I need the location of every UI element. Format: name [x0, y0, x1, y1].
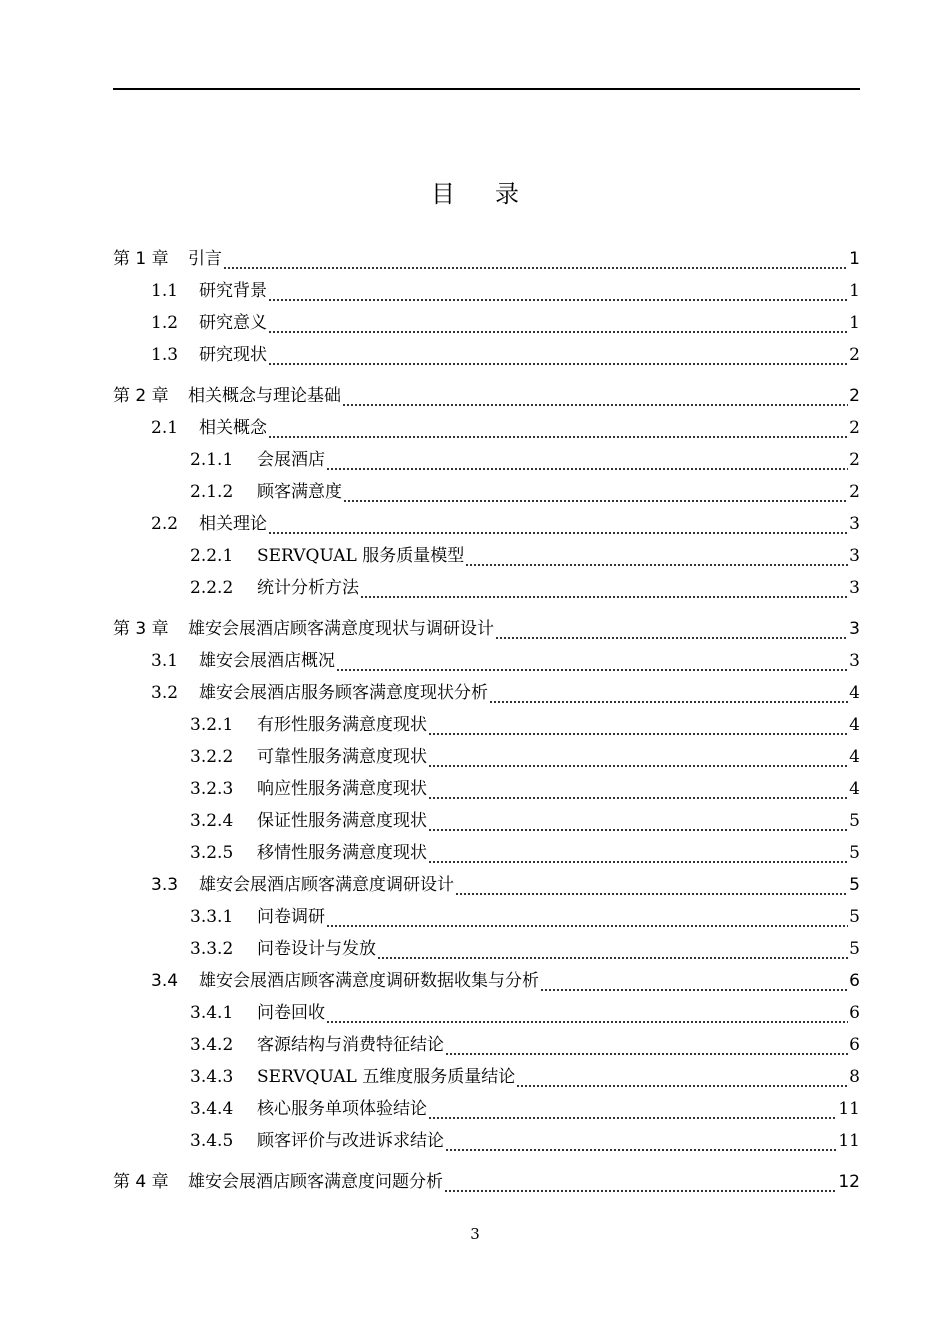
page-number: 3 [470, 1225, 480, 1243]
toc-entry-title: 响应性服务满意度现状 [257, 779, 427, 799]
toc-entry-page: 4 [849, 747, 860, 767]
toc-entry-title: 雄安会展酒店顾客满意度调研设计 [199, 875, 454, 895]
toc-entry-title: 研究背景 [199, 281, 267, 301]
toc-entry-page: 3 [849, 651, 860, 671]
toc-entry-title: 研究意义 [199, 313, 267, 333]
toc-entry-title: 统计分析方法 [257, 578, 359, 598]
toc-entry-number: 3.3.2 [190, 939, 234, 959]
toc-entry-page: 11 [838, 1099, 860, 1119]
toc-entry[interactable] [151, 511, 860, 537]
toc-entry-title: 核心服务单项体验结论 [257, 1099, 427, 1119]
toc-dot-leader [326, 453, 848, 473]
toc-entry[interactable] [113, 1169, 860, 1195]
toc-entry[interactable] [190, 712, 860, 738]
toc-dot-leader [343, 485, 848, 505]
toc-entry-page: 2 [849, 345, 860, 365]
toc-entry-page: 2 [849, 418, 860, 438]
toc-entry-title: 雄安会展酒店服务顾客满意度现状分析 [199, 683, 488, 703]
toc-dot-leader [336, 654, 848, 674]
toc-dot-leader [268, 284, 848, 304]
toc-entry[interactable] [190, 904, 860, 930]
toc-dot-leader [428, 782, 848, 802]
toc-entry-title: 雄安会展酒店顾客满意度调研数据收集与分析 [199, 971, 539, 991]
toc-dot-leader [489, 686, 848, 706]
toc-entry[interactable] [190, 808, 860, 834]
toc-dot-leader [223, 252, 848, 272]
toc-entry[interactable] [190, 744, 860, 770]
toc-entry-number: 3.2.3 [190, 779, 234, 799]
toc-dot-leader [268, 348, 848, 368]
toc-entry-page: 6 [849, 1035, 860, 1055]
toc-entry-title: 引言 [188, 249, 222, 269]
toc-entry-number: 2.1 [151, 418, 179, 438]
toc-entry-number: 1.2 [151, 313, 179, 333]
toc-entry[interactable] [190, 1000, 860, 1026]
toc-dot-leader [268, 421, 848, 441]
toc-entry-number: 3.2.4 [190, 811, 234, 831]
toc-entry-page: 11 [838, 1131, 860, 1151]
toc-entry[interactable] [113, 246, 860, 272]
toc-entry-number: 3.4 [151, 971, 179, 991]
toc-dot-leader [377, 942, 848, 962]
toc-entry-title: 保证性服务满意度现状 [257, 811, 427, 831]
toc-dot-leader [326, 910, 848, 930]
toc-entry-title: 研究现状 [199, 345, 267, 365]
toc-dot-leader [516, 1070, 848, 1090]
toc-entry[interactable] [151, 648, 860, 674]
toc-dot-leader [444, 1175, 837, 1195]
toc-entry-number: 1.3 [151, 345, 179, 365]
toc-entry[interactable] [190, 1096, 860, 1122]
toc-entry-title: 可靠性服务满意度现状 [257, 747, 427, 767]
toc-entry-number: 2.1.2 [190, 482, 234, 502]
toc-entry-title: 雄安会展酒店顾客满意度问题分析 [188, 1172, 443, 1192]
toc-entry[interactable] [190, 479, 860, 505]
toc-entry[interactable] [190, 575, 860, 601]
toc-entry[interactable] [113, 383, 860, 409]
toc-dot-leader [465, 549, 848, 569]
toc-entry[interactable] [151, 415, 860, 441]
toc-entry-page: 5 [849, 875, 860, 895]
toc-entry-page: 5 [849, 843, 860, 863]
toc-entry-number: 第 4 章 [113, 1172, 169, 1192]
toc-dot-leader [455, 878, 848, 898]
toc-entry-page: 6 [849, 971, 860, 991]
toc-title: 目录 [431, 180, 559, 208]
toc-entry-title: SERVQUAL 服务质量模型 [257, 546, 465, 566]
toc-dot-leader [540, 974, 848, 994]
toc-entry-number: 第 3 章 [113, 619, 169, 639]
toc-entry[interactable] [190, 840, 860, 866]
toc-entry-page: 1 [849, 281, 860, 301]
toc-entry-page: 3 [849, 578, 860, 598]
toc-entry-title: 问卷调研 [257, 907, 325, 927]
toc-dot-leader [428, 1102, 837, 1122]
header-rule [113, 88, 860, 90]
toc-entry-title: 会展酒店 [257, 450, 325, 470]
toc-dot-leader [428, 750, 848, 770]
toc-entry-title: 相关概念 [199, 418, 267, 438]
toc-entry[interactable] [190, 776, 860, 802]
toc-entry-number: 2.2.1 [190, 546, 234, 566]
toc-entry-number: 3.4.3 [190, 1067, 234, 1087]
toc-entry[interactable] [190, 1032, 860, 1058]
toc-entry-title: 相关理论 [199, 514, 267, 534]
toc-dot-leader [428, 718, 848, 738]
toc-entry-number: 3.4.5 [190, 1131, 234, 1151]
toc-entry-page: 12 [838, 1172, 860, 1192]
toc-entry-page: 2 [849, 386, 860, 406]
toc-entry-page: 2 [849, 482, 860, 502]
toc-dot-leader [360, 581, 848, 601]
toc-entry-page: 5 [849, 811, 860, 831]
toc-entry-title: 客源结构与消费特征结论 [257, 1035, 444, 1055]
toc-entry-page: 5 [849, 907, 860, 927]
toc-entry[interactable] [190, 543, 860, 569]
toc-entry[interactable] [190, 447, 860, 473]
toc-entry-number: 3.4.1 [190, 1003, 234, 1023]
toc-dot-leader [268, 517, 848, 537]
toc-entry-page: 2 [849, 450, 860, 470]
toc-entry-title: SERVQUAL 五维度服务质量结论 [257, 1067, 516, 1087]
toc-entry[interactable] [151, 310, 860, 336]
toc-entry-number: 第 2 章 [113, 386, 169, 406]
toc-entry-page: 4 [849, 715, 860, 735]
toc-entry-title: 雄安会展酒店概况 [199, 651, 335, 671]
toc-entry-page: 4 [849, 779, 860, 799]
toc-entry[interactable] [190, 1128, 860, 1154]
toc-entry[interactable] [190, 936, 860, 962]
toc-entry-page: 4 [849, 683, 860, 703]
toc-entry[interactable] [151, 278, 860, 304]
toc-entry-number: 2.2 [151, 514, 179, 534]
toc-entry-title: 有形性服务满意度现状 [257, 715, 427, 735]
toc-entry-title: 顾客满意度 [257, 482, 342, 502]
toc-entry-number: 3.4.2 [190, 1035, 234, 1055]
toc-dot-leader [445, 1134, 837, 1154]
toc-entry[interactable] [151, 968, 860, 994]
toc-entry-number: 3.2 [151, 683, 179, 703]
toc-dot-leader [268, 316, 848, 336]
toc-entry-number: 3.2.1 [190, 715, 234, 735]
toc-entry[interactable] [151, 680, 860, 706]
toc-entry-number: 2.1.1 [190, 450, 234, 470]
toc-entry-page: 3 [849, 619, 860, 639]
toc-entry-number: 2.2.2 [190, 578, 234, 598]
toc-entry[interactable] [151, 342, 860, 368]
toc-entry-number: 第 1 章 [113, 249, 169, 269]
toc-entry-number: 3.1 [151, 651, 179, 671]
toc-entry-page: 1 [849, 249, 860, 269]
toc-entry-number: 3.2.5 [190, 843, 234, 863]
toc-entry-page: 3 [849, 546, 860, 566]
toc-entry-title: 顾客评价与改进诉求结论 [257, 1131, 444, 1151]
toc-entry-page: 8 [849, 1067, 860, 1087]
toc-entry-title: 相关概念与理论基础 [188, 386, 341, 406]
toc-entry-title: 问卷设计与发放 [257, 939, 376, 959]
toc-dot-leader [445, 1038, 848, 1058]
toc-entry[interactable] [190, 1064, 860, 1090]
toc-entry[interactable] [151, 872, 860, 898]
toc-entry-page: 6 [849, 1003, 860, 1023]
toc-entry-title: 问卷回收 [257, 1003, 325, 1023]
toc-entry-number: 3.3 [151, 875, 179, 895]
toc-entry-title: 移情性服务满意度现状 [257, 843, 427, 863]
toc-entry-page: 1 [849, 313, 860, 333]
toc-entry-number: 1.1 [151, 281, 179, 301]
toc-entry-title: 雄安会展酒店顾客满意度现状与调研设计 [188, 619, 494, 639]
toc-entry-number: 3.3.1 [190, 907, 234, 927]
toc-dot-leader [342, 389, 848, 409]
toc-dot-leader [495, 622, 848, 642]
toc-dot-leader [326, 1006, 848, 1026]
toc-dot-leader [428, 846, 848, 866]
toc-entry-page: 3 [849, 514, 860, 534]
toc-entry-number: 3.2.2 [190, 747, 234, 767]
toc-dot-leader [428, 814, 848, 834]
toc-entry-number: 3.4.4 [190, 1099, 234, 1119]
toc-entry[interactable] [113, 616, 860, 642]
toc-entry-page: 5 [849, 939, 860, 959]
